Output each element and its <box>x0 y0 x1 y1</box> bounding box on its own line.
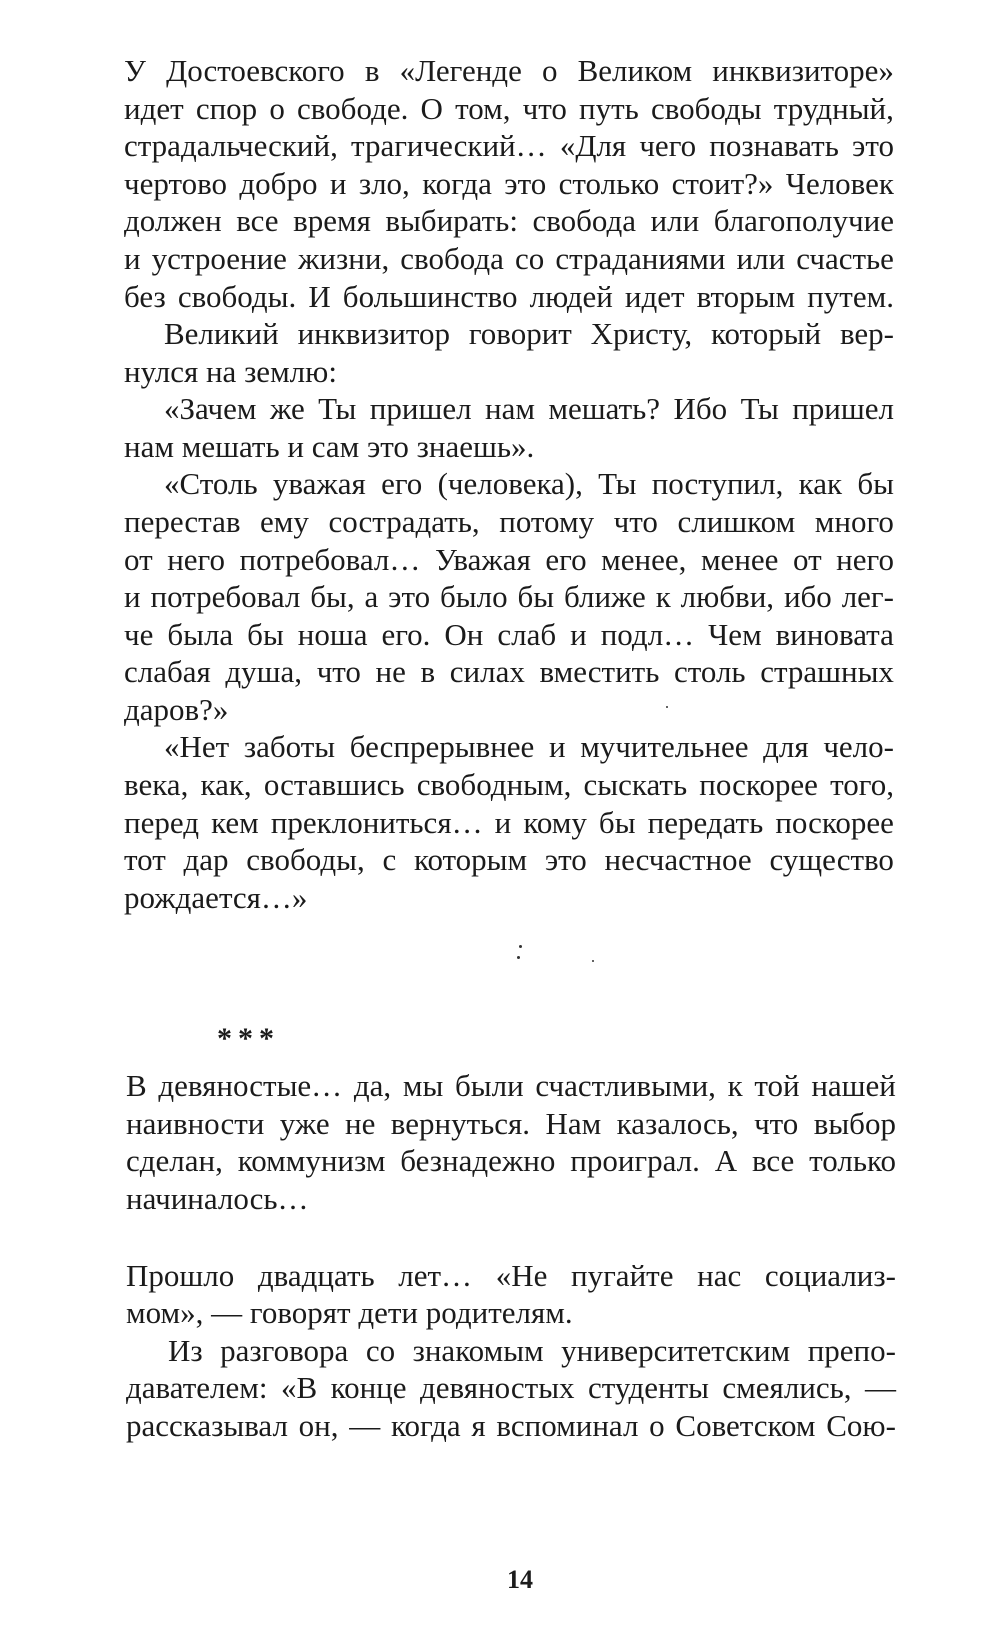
text-line: нам мешать и сам это знаешь». <box>124 429 535 464</box>
text-line: рассказывал он, — когда я вспоминал о Советском Сою- <box>126 1408 896 1443</box>
text-line: наивности уже не вернуться. Нам казалось, что выбор <box>126 1106 896 1141</box>
text-line: начиналось… <box>126 1181 309 1216</box>
text-line: идет спор о свободе. О том, что путь свободы трудный, <box>124 91 894 126</box>
text-line: че была бы ноша его. Он слаб и подл… Чем виновата <box>124 617 894 652</box>
text-line: слабая душа, что не в силах вместить столь страшных <box>124 654 894 689</box>
text-line: «Зачем же Ты пришел нам мешать? Ибо Ты пришел <box>164 391 894 426</box>
text-line: и устроение жизни, свобода со страданиями или счастье <box>124 241 894 276</box>
text-line: мом», — говорят дети родителям. <box>126 1295 573 1330</box>
text-line: сделан, коммунизм безнадежно проиграл. А все только <box>126 1143 896 1178</box>
text-line: от него потребовал… Уважая его менее, менее от него <box>124 542 894 577</box>
text-line: «Столь уважая его (человека), Ты поступил, как бы <box>164 466 894 501</box>
text-line: «Нет заботы беспрерывнее и мучительнее для чело- <box>164 729 894 764</box>
text-line: У Достоевского в «Легенде о Великом инквизиторе» <box>124 53 894 88</box>
text-line: века, как, оставшись свободным, сыскать поскорее того, <box>124 767 894 802</box>
text-line: нулся на землю: <box>124 354 337 389</box>
text-line: даров?» <box>124 692 229 727</box>
text-line: и потребовал бы, а это было бы ближе к любви, ибо лег- <box>124 579 894 614</box>
text-line: рождается…» <box>124 880 308 915</box>
scan-speck <box>592 960 594 962</box>
scan-speck <box>517 956 520 959</box>
scan-speck <box>519 945 522 948</box>
text-line: Прошло двадцать лет… «Не пугайте нас социализ- <box>126 1258 896 1293</box>
text-line: без свободы. И большинство людей идет вторым путем. <box>124 279 894 314</box>
text-line: Великий инквизитор говорит Христу, который вер- <box>164 316 894 351</box>
text-line: давателем: «В конце девяностых студенты смеялись, — <box>126 1370 896 1405</box>
scan-speck <box>666 706 668 708</box>
text-line: перед кем преклониться… и кому бы передать поскорее <box>124 805 894 840</box>
text-line: должен все время выбирать: свобода или благополучие <box>124 203 894 238</box>
text-line: чертово добро и зло, когда это столько стоит?» Человек <box>124 166 894 201</box>
text-line: тот дар свободы, с которым это несчастное существо <box>124 842 894 877</box>
text-line: страдальческий, трагический… «Для чего познавать это <box>124 128 894 163</box>
text-line: В девяностые… да, мы были счастливыми, к той нашей <box>126 1068 896 1103</box>
section-separator: *** <box>217 1022 280 1055</box>
text-line: Из разговора со знакомым университетским препо- <box>168 1333 896 1368</box>
text-line: перестав ему сострадать, потому что слишком много <box>124 504 894 539</box>
page-number: 14 <box>507 1565 533 1594</box>
